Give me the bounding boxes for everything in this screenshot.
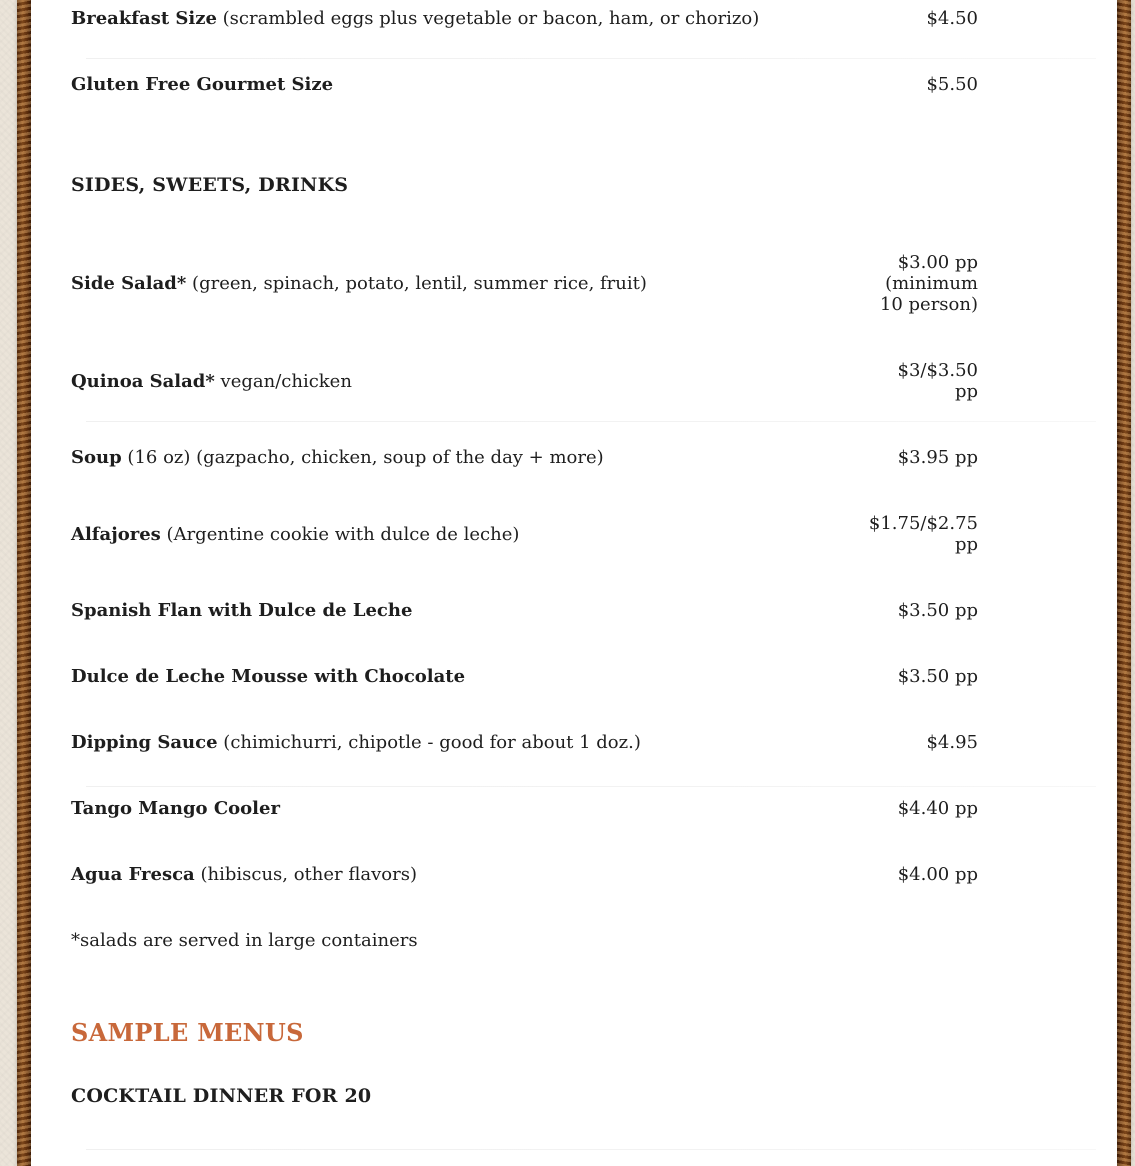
menu-item-row: [71, 74, 978, 95]
price-line: pp: [954, 381, 978, 402]
row-divider: [86, 421, 1096, 422]
item-price: [868, 447, 978, 468]
menu-item: [71, 666, 465, 687]
right-frame-border: [1117, 0, 1131, 1166]
menu-item: [71, 371, 352, 392]
price-line: $4.00 pp: [897, 864, 978, 885]
section-heading: SIDES, SWEETS, DRINKS: [71, 174, 349, 196]
item-name: Gluten Free Gourmet Size: [71, 74, 334, 95]
sample-menus-title: SAMPLE MENUS: [71, 1018, 304, 1047]
item-price: $4.50: [926, 8, 978, 29]
item-name: Agua Fresca: [71, 864, 195, 885]
item-name: Quinoa Salad*: [71, 370, 215, 392]
menu-item-row: [71, 600, 978, 621]
menu-item: [71, 273, 647, 294]
item-name: Alfajores: [71, 523, 161, 545]
price-line: pp: [954, 534, 978, 555]
item-price: [868, 600, 978, 621]
menu-item: [71, 8, 759, 29]
menu-item-row: [71, 732, 978, 753]
menu-item-row: [71, 513, 978, 555]
footnote: *salads are served in large containers: [71, 930, 418, 951]
price-line: $3.00 pp: [897, 252, 978, 273]
price-line: $1.75/$2.75: [868, 513, 978, 534]
item-price: $5.50: [926, 74, 978, 95]
item-name: Dipping Sauce: [71, 732, 218, 753]
item-name: Tango Mango Cooler: [71, 798, 280, 819]
section-heading: COCKTAIL DINNER FOR 20: [71, 1085, 372, 1107]
price-line: $3/$3.50: [897, 360, 978, 381]
item-description: (chimichurri, chipotle - good for about 1 doz.): [223, 732, 641, 753]
item-name: Breakfast Size: [71, 8, 217, 29]
menu-item: [71, 864, 417, 885]
item-name: Spanish Flan with Dulce de Leche: [71, 600, 413, 621]
item-description: (hibiscus, other flavors): [200, 864, 417, 885]
item-description: (scrambled eggs plus vegetable or bacon, ham, or chorizo): [222, 8, 760, 29]
item-description: (green, spinach, potato, lentil, summer rice, fruit): [192, 273, 647, 294]
row-divider: [86, 1149, 1096, 1150]
price-line: 10 person): [879, 294, 978, 315]
menu-item-row: [71, 447, 978, 468]
price-line: $4.95: [926, 732, 978, 753]
item-price: [868, 864, 978, 885]
menu-item-row: [71, 360, 978, 402]
menu-panel: [31, 0, 1117, 1166]
price-line: (minimum: [885, 273, 978, 294]
item-name: Soup: [71, 447, 122, 468]
menu-item: [71, 524, 519, 545]
menu-item: [71, 732, 641, 753]
left-frame-border: [17, 0, 31, 1166]
price-line: $3.95 pp: [897, 447, 978, 468]
price-line: $4.40 pp: [897, 798, 978, 819]
item-price: [868, 732, 978, 753]
item-price: [868, 252, 978, 315]
menu-item: [71, 447, 604, 468]
item-description: (16 oz) (gazpacho, chicken, soup of the day + more): [127, 447, 604, 468]
item-name: Dulce de Leche Mousse with Chocolate: [71, 666, 466, 687]
menu-item-row: [71, 798, 978, 819]
price-line: $3.50 pp: [897, 600, 978, 621]
item-price: [868, 666, 978, 687]
menu-item-row: [71, 864, 978, 885]
price-line: $3.50 pp: [897, 666, 978, 687]
item-price: [868, 360, 978, 402]
menu-item: [71, 74, 333, 95]
item-description: (Argentine cookie with dulce de leche): [166, 523, 520, 545]
item-price: [868, 798, 978, 819]
item-name: Side Salad*: [71, 273, 187, 294]
item-description: vegan/chicken: [220, 370, 352, 392]
menu-item-row: [71, 8, 978, 29]
menu-item: [71, 798, 280, 819]
row-divider: [86, 58, 1096, 59]
menu-item-row: [71, 252, 978, 315]
row-divider: [86, 786, 1096, 787]
item-price: [868, 513, 978, 555]
menu-item: [71, 600, 412, 621]
menu-item-row: [71, 666, 978, 687]
